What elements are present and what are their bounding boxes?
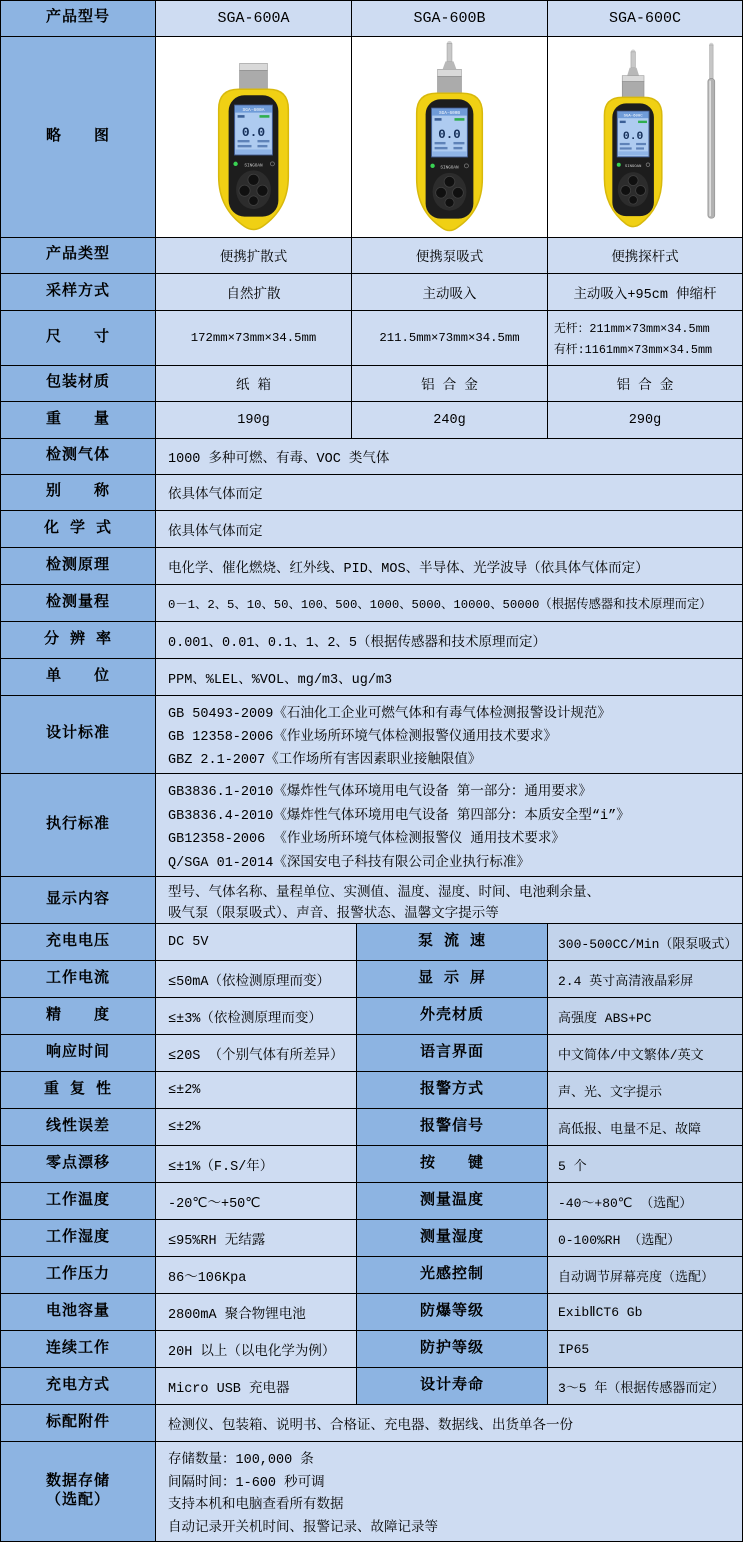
- svg-text:SGA-600B: SGA-600B: [439, 111, 460, 117]
- row-label: 工作湿度: [1, 1220, 156, 1257]
- row-label: 单 位: [1, 659, 156, 696]
- row-label: 分 辨 率: [1, 622, 156, 659]
- row-value: 纸 箱: [156, 366, 352, 402]
- standard-line: GB 12358-2006《作业场所环境气体检测报警仪通用技术要求》: [168, 730, 557, 745]
- row-value: 主动吸入: [352, 274, 548, 311]
- row-value: ExibⅡCT6 Gb: [548, 1294, 743, 1331]
- svg-text:SINGOAN: SINGOAN: [624, 165, 642, 170]
- row-label: 光感控制: [357, 1257, 548, 1294]
- row-value: 便携扩散式: [156, 238, 352, 274]
- gas-detector-pump-illustration: [352, 37, 547, 237]
- row-value: ≤±1%（F.S/年）: [156, 1146, 357, 1183]
- spec-row-pair: [1, 1331, 743, 1368]
- row-label: 显示内容: [1, 877, 156, 924]
- spec-row-display-content: [1, 877, 743, 924]
- row-label: 设计寿命: [357, 1368, 548, 1405]
- spec-row-range: [1, 585, 743, 622]
- storage-line: 间隔时间：1-600 秒可调: [168, 1475, 325, 1491]
- spec-row-type: [1, 238, 743, 274]
- row-value: -40～+80℃ （选配）: [548, 1183, 743, 1220]
- spec-row-pair: [1, 1294, 743, 1331]
- row-value: 便携探杆式: [548, 238, 743, 274]
- row-value: 86～106Kpa: [156, 1257, 357, 1294]
- row-label: 充电方式: [1, 1368, 156, 1405]
- row-value: 211.5mm×73mm×34.5mm: [352, 311, 548, 366]
- spec-row-pair: [1, 1368, 743, 1405]
- row-label: 线性误差: [1, 1109, 156, 1146]
- sketch-row: [1, 37, 743, 238]
- row-label: 重 复 性: [1, 1072, 156, 1109]
- svg-text:0.0: 0.0: [241, 125, 266, 141]
- model-name-c: SGA-600C: [548, 1, 743, 37]
- row-value: ≤20S （个别气体有所差异）: [156, 1035, 357, 1072]
- row-value: 检测仪、包装箱、说明书、合格证、充电器、数据线、出货单各一份: [156, 1405, 743, 1442]
- row-label-line: 数据存储: [45, 1472, 110, 1490]
- standard-line: Q/SGA 01-2014《深国安电子科技有限公司企业执行标准》: [168, 855, 530, 871]
- row-label: 重 量: [1, 402, 156, 439]
- row-label: 工作电流: [1, 961, 156, 998]
- product-photo-sga600c: [548, 37, 743, 238]
- spec-row-alias: [1, 475, 743, 511]
- row-value: DC 5V: [156, 924, 357, 961]
- spec-row-pair: [1, 924, 743, 961]
- product-photo-sga600b: [352, 37, 548, 238]
- row-value: ≤95%RH 无结露: [156, 1220, 357, 1257]
- row-label: 报警信号: [357, 1109, 548, 1146]
- display-line: 吸气泵（限泵吸式）、声音、报警状态、温馨文字提示等: [168, 907, 499, 922]
- row-value: PPM、%LEL、%VOL、mg/m3、ug/m3: [156, 659, 743, 696]
- storage-line: 存储数量：100,000 条: [168, 1452, 314, 1468]
- row-value: 自然扩散: [156, 274, 352, 311]
- spec-row-execution-standards: [1, 774, 743, 877]
- storage-line: 自动记录开关机时间、报警记录、故障记录等: [168, 1521, 438, 1537]
- spec-row-weight: [1, 402, 743, 439]
- row-value: 20H 以上（以电化学为例）: [156, 1331, 357, 1368]
- row-value: 铝 合 金: [548, 366, 743, 402]
- standard-line: GB3836.1-2010《爆炸性气体环境用电气设备 第一部分：通用要求》: [168, 785, 592, 801]
- row-value: 中文简体/中文繁体/英文: [548, 1035, 743, 1072]
- spec-row-pair: [1, 1035, 743, 1072]
- row-value: 声、光、文字提示: [548, 1072, 743, 1109]
- spec-row-pair: [1, 1072, 743, 1109]
- spec-row-accessories: [1, 1405, 743, 1442]
- row-value: 190g: [156, 402, 352, 439]
- row-label: 别 称: [1, 475, 156, 511]
- spec-row-formula: [1, 511, 743, 548]
- row-value: 2800mA 聚合物锂电池: [156, 1294, 357, 1331]
- spec-row-principle: [1, 548, 743, 585]
- row-label: 按 键: [357, 1146, 548, 1183]
- row-label: 连续工作: [1, 1331, 156, 1368]
- row-value: -20℃～+50℃: [156, 1183, 357, 1220]
- row-label: 尺 寸: [1, 311, 156, 366]
- row-value: IP65: [548, 1331, 743, 1368]
- row-value: 电化学、催化燃烧、红外线、PID、MOS、半导体、光学波导（依具体气体而定）: [156, 548, 743, 585]
- row-value: 5 个: [548, 1146, 743, 1183]
- header-label: 产品型号: [1, 1, 156, 37]
- svg-text:SINGOAN: SINGOAN: [244, 163, 263, 169]
- gas-detector-probe-illustration: [548, 37, 742, 237]
- spec-row-packaging: [1, 366, 743, 402]
- row-label: 语言界面: [357, 1035, 548, 1072]
- row-label: 设计标准: [1, 696, 156, 774]
- model-name-a: SGA-600A: [156, 1, 352, 37]
- display-line: 型号、气体名称、量程单位、实测值、温度、湿度、时间、电池剩余量、: [168, 886, 600, 901]
- row-value: 高低报、电量不足、故障: [548, 1109, 743, 1146]
- svg-text:SINGOAN: SINGOAN: [440, 165, 459, 171]
- row-label: 采样方式: [1, 274, 156, 311]
- sketch-label: 略 图: [1, 37, 156, 238]
- standard-line: GB12358-2006 《作业场所环境气体检测报警仪 通用技术要求》: [168, 832, 565, 848]
- spec-row-units: [1, 659, 743, 696]
- dimension-line: 有杆:1161mm×73mm×34.5mm: [554, 343, 713, 358]
- row-value: ≤±2%: [156, 1072, 357, 1109]
- row-label: 测量温度: [357, 1183, 548, 1220]
- spec-row-pair: [1, 1109, 743, 1146]
- spec-row-data-storage: [1, 1442, 743, 1542]
- row-label: 测量湿度: [357, 1220, 548, 1257]
- standard-line: GB 50493-2009《石油化工企业可燃气体和有毒气体检测报警设计规范》: [168, 707, 611, 722]
- row-label: 检测量程: [1, 585, 156, 622]
- row-value: 300-500CC/Min（限泵吸式）: [548, 924, 743, 961]
- dimension-line: 无杆：211mm×73mm×34.5mm: [554, 321, 710, 336]
- row-label: 泵 流 速: [357, 924, 548, 961]
- row-value: 铝 合 金: [352, 366, 548, 402]
- row-label: [1, 1442, 156, 1542]
- row-label: 响应时间: [1, 1035, 156, 1072]
- svg-text:SGA-600C: SGA-600C: [623, 114, 643, 119]
- row-value: Micro USB 充电器: [156, 1368, 357, 1405]
- row-label: 检测原理: [1, 548, 156, 585]
- row-value: [156, 877, 743, 924]
- spec-row-sampling: [1, 274, 743, 311]
- row-value: 290g: [548, 402, 743, 439]
- row-label: 外壳材质: [357, 998, 548, 1035]
- row-label: 工作压力: [1, 1257, 156, 1294]
- spec-row-gases: [1, 439, 743, 475]
- row-label: 充电电压: [1, 924, 156, 961]
- row-label: 零点漂移: [1, 1146, 156, 1183]
- row-value: 高强度 ABS+PC: [548, 998, 743, 1035]
- row-value: [156, 1442, 743, 1542]
- svg-text:0.0: 0.0: [438, 127, 461, 142]
- row-value: 便携泵吸式: [352, 238, 548, 274]
- row-label-line: （选配）: [45, 1491, 110, 1509]
- row-value: [548, 311, 743, 366]
- row-label: 执行标准: [1, 774, 156, 877]
- product-photo-sga600a: [156, 37, 352, 238]
- row-value: 依具体气体而定: [156, 511, 743, 548]
- row-value: 0－1、2、5、10、50、100、500、1000、5000、10000、50000（根据传感器和技术原理而定）: [156, 585, 743, 622]
- storage-line: 支持本机和电脑查看所有数据: [168, 1498, 344, 1514]
- row-label: 标配附件: [1, 1405, 156, 1442]
- row-value: 240g: [352, 402, 548, 439]
- row-label: 检测气体: [1, 439, 156, 475]
- row-value: [156, 774, 743, 877]
- telescopic-rod-illustration: [708, 43, 715, 218]
- header-row: [1, 1, 743, 37]
- row-label: 工作温度: [1, 1183, 156, 1220]
- row-value: 0-100%RH （选配）: [548, 1220, 743, 1257]
- row-value: 自动调节屏幕亮度（选配）: [548, 1257, 743, 1294]
- row-label: 精 度: [1, 998, 156, 1035]
- row-label: 显 示 屏: [357, 961, 548, 998]
- row-value: ≤50mA（依检测原理而变）: [156, 961, 357, 998]
- row-label: 产品类型: [1, 238, 156, 274]
- row-value: ≤±2%: [156, 1109, 357, 1146]
- row-value: 1000 多种可燃、有毒、VOC 类气体: [156, 439, 743, 475]
- row-label: 报警方式: [357, 1072, 548, 1109]
- spec-row-pair: [1, 1220, 743, 1257]
- row-value: 2.4 英寸高清液晶彩屏: [548, 961, 743, 998]
- gas-detector-illustration: [156, 37, 351, 237]
- spec-row-resolution: [1, 622, 743, 659]
- svg-text:SGA-600A: SGA-600A: [242, 108, 265, 114]
- spec-row-pair: [1, 1257, 743, 1294]
- row-label: 防爆等级: [357, 1294, 548, 1331]
- standard-line: GBZ 2.1-2007《工作场所有害因素职业接触限值》: [168, 753, 482, 768]
- row-label: 防护等级: [357, 1331, 548, 1368]
- spec-row-pair: [1, 998, 743, 1035]
- row-value: [156, 696, 743, 774]
- spec-row-pair: [1, 1183, 743, 1220]
- row-label: 包装材质: [1, 366, 156, 402]
- row-value: 172mm×73mm×34.5mm: [156, 311, 352, 366]
- model-name-b: SGA-600B: [352, 1, 548, 37]
- row-value: 依具体气体而定: [156, 475, 743, 511]
- spec-row-pair: [1, 1146, 743, 1183]
- spec-row-dimensions: [1, 311, 743, 366]
- svg-text:0.0: 0.0: [622, 130, 644, 143]
- row-value: 3～5 年（根据传感器而定）: [548, 1368, 743, 1405]
- row-value: 主动吸入+95cm 伸缩杆: [548, 274, 743, 311]
- standard-line: GB3836.4-2010《爆炸性气体环境用电气设备 第四部分：本质安全型“i”》: [168, 808, 630, 824]
- row-label: 化 学 式: [1, 511, 156, 548]
- row-value: 0.001、0.01、0.1、1、2、5（根据传感器和技术原理而定）: [156, 622, 743, 659]
- spec-row-pair: [1, 961, 743, 998]
- spec-row-design-standards: [1, 696, 743, 774]
- row-value: ≤±3%（依检测原理而变）: [156, 998, 357, 1035]
- row-label: 电池容量: [1, 1294, 156, 1331]
